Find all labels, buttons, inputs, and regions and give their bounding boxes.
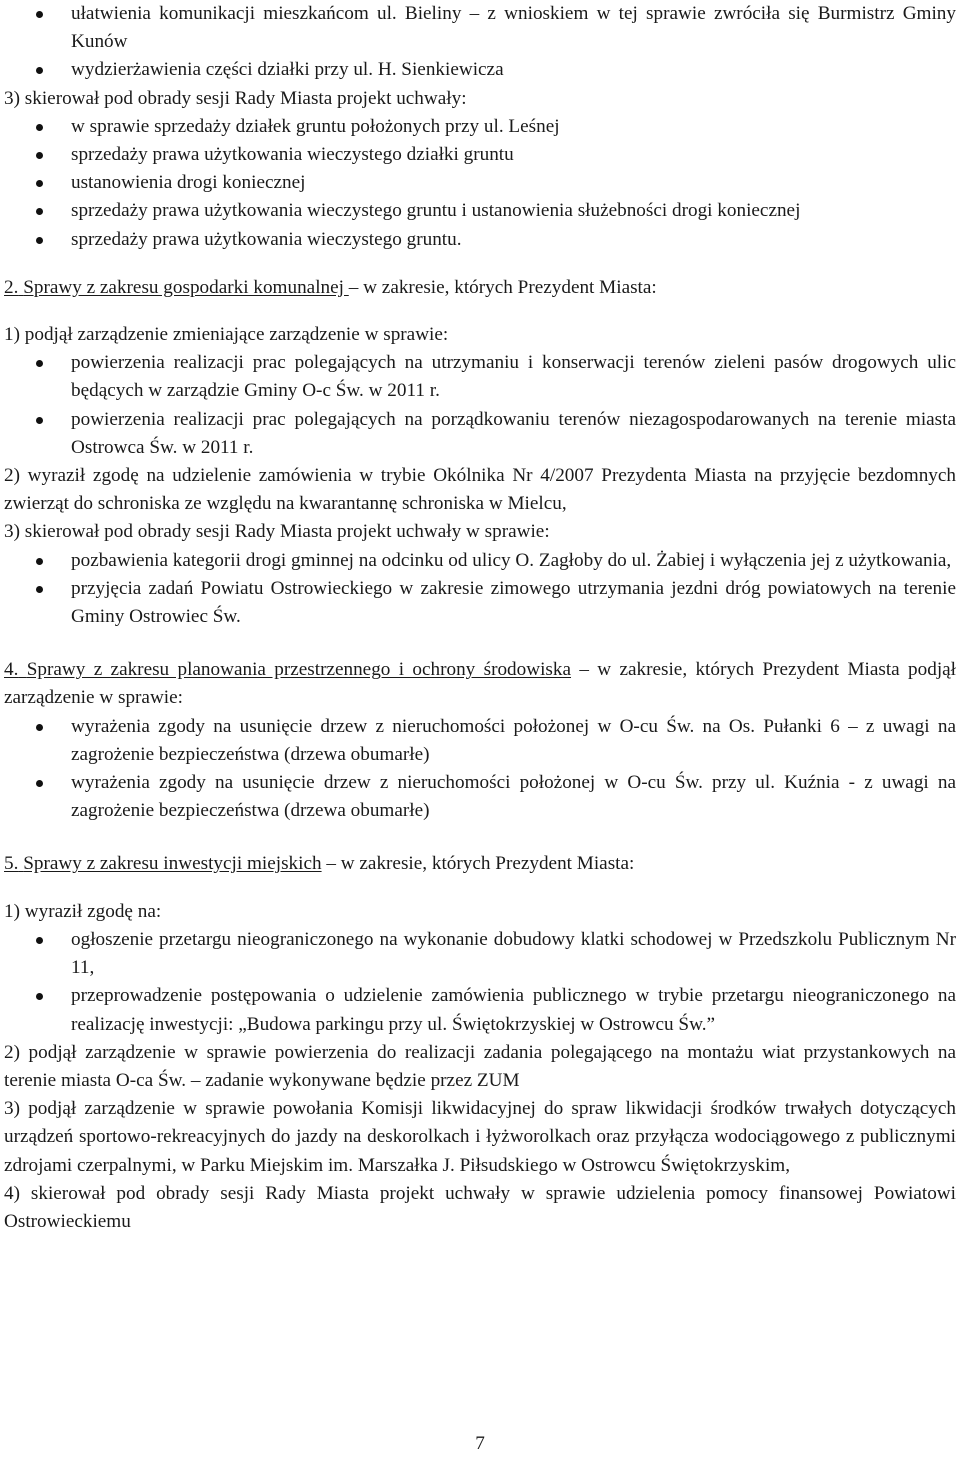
section-2-title: 2. Sprawy z zakresu gospodarki komunalnej (4, 276, 349, 298)
section-4-title: 4. Sprawy z zakresu planowania przestrzennego i ochrony środowiska (4, 659, 572, 681)
list-item: wyrażenia zgody na usunięcie drzew z nieruchomości położonej w O-cu Św. na Os. Pułanki 6 – z uwagi na zagrożenie bezpieczeństwa (drzewa obumarłe) (4, 713, 956, 769)
page-number: 7 (475, 1433, 485, 1454)
section-2-p3: 3) skierował pod obrady sesji Rady Miasta projekt uchwały w sprawie: (4, 521, 550, 543)
list-item: powierzenia realizacji prac polegających na utrzymaniu i konserwacji terenów zieleni pasów drogowych ulic będących w zarządzie Gminy O-c Św. w 2011 r. (4, 349, 956, 405)
bullet-list-b (4, 113, 956, 254)
section-2-heading (4, 274, 956, 302)
section-2-rest: – w zakresie, których Prezydent Miasta: (348, 276, 657, 298)
section-5-title: 5. Sprawy z zakresu inwestycji miejskich (4, 853, 322, 875)
list-item: sprzedaży prawa użytkowania wieczystego gruntu i ustanowienia służebności drogi koniecznej (4, 197, 956, 225)
list-item: w sprawie sprzedaży działek gruntu położonych przy ul. Leśnej (4, 113, 956, 141)
bullet-list-a (4, 56, 956, 84)
list-item: przeprowadzenie postępowania o udzielenie zamówienia publicznego w trybie przetargu nieograniczonego na realizację inwestycji: „Budowa parkingu przy ul. Świętokrzyskiej w Ostrowcu Św.” (4, 982, 956, 1038)
intro-text: ułatwienia komunikacji mieszkańcom ul. Bieliny – z wnioskiem w tej sprawie zwróciła się Burmistrz Gminy Kunów (71, 3, 956, 53)
section-5-p1: 1) wyraził zgodę na: (4, 900, 162, 922)
section-2-p1-list (4, 349, 956, 462)
section-4-list (4, 713, 956, 826)
list-item (4, 0, 956, 56)
section-5-p4: 4) skierował pod obrady sesji Rady Miasta projekt uchwały w sprawie udzielenia pomocy finansowej Powiatowi Ostrowieckiemu (4, 1182, 956, 1232)
list-item: ogłoszenie przetargu nieograniczonego na wykonanie dobudowy klatki schodowej w Przedszkolu Publicznym Nr 11, (4, 926, 956, 982)
section-2-p2: 2) wyraził zgodę na udzielenie zamówienia w trybie Okólnika Nr 4/2007 Prezydenta Miasta na przyjęcie bezdomnych zwierząt do schroniska ze względu na kwarantannę schroniska w Mielcu, (4, 465, 956, 515)
section-4-rest: – w zakresie, których Prezydent Miasta podjął zarządzenie w sprawie: (4, 659, 956, 709)
list-item: sprzedaży prawa użytkowania wieczystego działki gruntu (4, 141, 956, 169)
section-2-p1: 1) podjął zarządzenie zmieniające zarządzenie w sprawie: (4, 324, 449, 346)
list-item: przyjęcia zadań Powiatu Ostrowieckiego w zakresie zimowego utrzymania jezdni dróg powiatowych na terenie Gminy Ostrowiec Św. (4, 575, 956, 631)
list-item: wyrażenia zgody na usunięcie drzew z nieruchomości położonej w O-cu Św. przy ul. Kuźnia - z uwagi na zagrożenie bezpieczeństwa (drzewa obumarłe) (4, 769, 956, 825)
section-5-rest: – w zakresie, których Prezydent Miasta: (321, 853, 635, 875)
list-item: powierzenia realizacji prac polegających na porządkowaniu terenów niezagospodarowanych na terenie miasta Ostrowca Św. w 2011 r. (4, 406, 956, 462)
list-item: wydzierżawienia części działki przy ul. H. Sienkiewicza (4, 56, 956, 84)
list-item: pozbawienia kategorii drogi gminnej na odcinku od ulicy O. Zagłoby do ul. Żabiej i wyłączenia jej z użytkowania, (4, 547, 956, 575)
section-5-heading (4, 850, 956, 878)
item-3-intro: 3) skierował pod obrady sesji Rady Miasta projekt uchwały: (4, 87, 467, 109)
list-item: sprzedaży prawa użytkowania wieczystego gruntu. (4, 226, 956, 254)
list-item: ustanowienia drogi koniecznej (4, 169, 956, 197)
section-5-p3: 3) podjął zarządzenie w sprawie powołania Komisji likwidacyjnej do spraw likwidacji środków trwałych dotyczących urządzeń sportowo-rekreacyjnych do jazdy na deskorolkach i łyżworolkach oraz przyłącza wodociągowego z publicznymi zdrojami czerpalnymi, w Parku Miejskim im. Marszałka J. Piłsudskiego w Ostrowcu Świętokrzyskim, (4, 1098, 956, 1176)
section-5-p1-list (4, 926, 956, 1039)
intro-list (4, 0, 956, 56)
section-4-heading (4, 656, 956, 712)
section-2-p3-list (4, 547, 956, 632)
section-5-p2: 2) podjął zarządzenie w sprawie powierzenia do realizacji zadania polegającego na montażu wiat przystankowych na terenie miasta O-ca Św. – zadanie wykonywane będzie przez ZUM (4, 1041, 956, 1091)
document-page (4, 0, 956, 1236)
